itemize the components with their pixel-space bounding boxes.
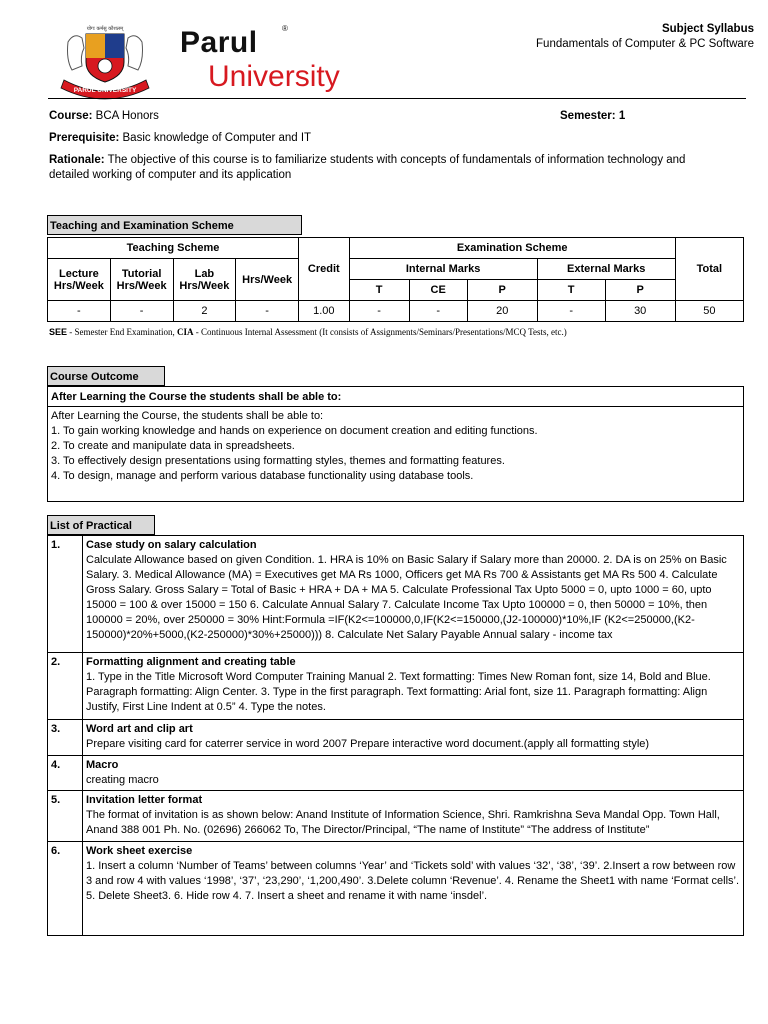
hrs-header: Hrs/Week	[236, 259, 299, 301]
outcome-line: 3. To effectively design presentations using formatting styles, themes and formatting features.	[51, 455, 505, 467]
course-label: Course:	[49, 110, 93, 122]
prerequisite-value: Basic knowledge of Computer and IT	[122, 132, 312, 144]
total-header: Total	[675, 238, 743, 301]
practical-row	[48, 536, 744, 653]
subject-name: Fundamentals of Computer & PC Software	[536, 38, 754, 50]
lab-header: Lab Hrs/Week	[173, 259, 236, 301]
lecture-header: Lecture Hrs/Week	[48, 259, 111, 301]
exam-scheme-header: Examination Scheme	[349, 238, 675, 259]
tutorial-header: Tutorial Hrs/Week	[110, 259, 173, 301]
practical-title-text: Case study on salary calculation	[86, 539, 257, 551]
practical-num: 6.	[48, 842, 83, 936]
header-divider	[48, 98, 746, 99]
crest-motto: योगः कर्मसु कौशलम्	[86, 26, 124, 32]
external-t-value: -	[537, 301, 605, 322]
external-marks-header: External Marks	[537, 259, 675, 280]
practical-table	[47, 535, 744, 936]
prerequisite-label: Prerequisite:	[49, 132, 120, 144]
practical-body: 1. Type in the Title Microsoft Word Computer Training Manual 2. Text formatting: Times New Roman font, size 14, Bold and Blue. Paragraph formatting: Align Center. 3. Type in the first paragraph. Text formatting: Arial font, size 11. Paragraph formatting: Align Justify, First Line Indent at 0.5” 4. Type the notes.	[86, 671, 711, 713]
practical-row	[48, 842, 744, 936]
internal-ce-header: CE	[409, 280, 467, 301]
practical-title: List of Practical	[47, 515, 155, 535]
outcome-heading: After Learning the Course the students shall be able to:	[47, 386, 744, 407]
doc-type: Subject Syllabus	[661, 23, 754, 35]
external-p-header: P	[605, 280, 675, 301]
external-t-header: T	[537, 280, 605, 301]
rationale-label: Rationale:	[49, 154, 105, 166]
total-value: 50	[675, 301, 743, 322]
practical-title-text: Macro	[86, 759, 119, 771]
cia-text: - Continuous Internal Assessment (It consists of Assignments/Seminars/Presentations/MCQ Tests, etc.)	[193, 327, 567, 337]
tutorial-value: -	[110, 301, 173, 322]
practical-row	[48, 720, 744, 756]
internal-t-value: -	[349, 301, 409, 322]
external-p-value: 30	[605, 301, 675, 322]
cia-abbr: CIA	[177, 327, 194, 337]
hrs-value: -	[236, 301, 299, 322]
practical-row	[48, 791, 744, 842]
scheme-note	[49, 327, 567, 337]
internal-t-header: T	[349, 280, 409, 301]
practical-num: 1.	[48, 536, 83, 653]
outcome-line: 2. To create and manipulate data in spreadsheets.	[51, 440, 295, 452]
practical-num: 4.	[48, 756, 83, 791]
university-logo	[60, 22, 370, 100]
practical-body: The format of invitation is as shown below: Anand Institute of Information Science, Shri. Ramkrishna Seva Mandal Opp. Town Hall, Anand 388 001 Ph. No. (02696) 266062 To, The Director/Principal, “The name of Institute” “The address of Institute”	[86, 809, 720, 836]
teaching-scheme-header: Teaching Scheme	[48, 238, 299, 259]
outcome-line: After Learning the Course, the students shall be able to:	[51, 410, 324, 422]
rationale-line	[49, 153, 719, 183]
practical-body: Prepare visiting card for caterrer service in word 2007 Prepare interactive word document.(apply all formatting style)	[86, 738, 650, 750]
practical-title-text: Invitation letter format	[86, 794, 203, 806]
registered-mark: ®	[282, 24, 288, 33]
outcome-title: Course Outcome	[47, 366, 165, 386]
practical-title-text: Formatting alignment and creating table	[86, 656, 296, 668]
rationale-value: The objective of this course is to familiarize students with concepts of fundamentals of information technology and detailed working of computer and its application	[49, 154, 686, 181]
see-text: - Semester End Examination,	[67, 327, 177, 337]
crest-ribbon-text: PARUL UNIVERSITY	[73, 87, 137, 94]
semester-value: 1	[618, 110, 626, 122]
scheme-table	[47, 237, 744, 322]
lab-value: 2	[173, 301, 236, 322]
internal-marks-header: Internal Marks	[349, 259, 537, 280]
internal-ce-value: -	[409, 301, 467, 322]
practical-title-text: Work sheet exercise	[86, 845, 193, 857]
lecture-value: -	[48, 301, 111, 322]
brand-name: Parul	[180, 26, 258, 59]
prerequisite-line	[49, 131, 311, 146]
outcome-list	[47, 406, 744, 502]
internal-p-value: 20	[467, 301, 537, 322]
practical-title-text: Word art and clip art	[86, 723, 193, 735]
see-abbr: SEE	[49, 327, 68, 337]
practical-body: 1. Insert a column ‘Number of Teams’ between columns ‘Year’ and ‘Tickets sold’ with values ‘32’, ‘38’, ‘39’. 2.Insert a row between row 3 and row 4 with values ‘1998’, ‘37’, ‘23,290’, ‘1,200,490’. 3.Delete column ‘Revenue’. 4. Rename the Sheet1 with name ‘Format cells’. 5. Delete Sheet3. 6. Hide row 4. 7. Insert a sheet and rename it with name ‘insdel’.	[86, 860, 740, 902]
practical-body: Calculate Allowance based on given Condition. 1. HRA is 10% on Basic Salary if Salary more than 20000. 2. DA is on 25% on Basic Salary. 3. Medical Allowance (MA) = Executives get MA Rs 1000, Officers get MA Rs 700 & Assistants get MA Rs 500 4. Calculate Gross Salary. Gross Salary = Total of Basic + HRA + DA + MA 5. Calculate Professional Tax Upto 5000 = 0, upto 1000 = 60, upto 15000 = 100 & over 15000 = 150 6. Calculate Annual Salary 7. Calculate Income Tax Upto 100000 = 0, then 50000 = 10%, then 100000 = 20%, over 250000 = 30% Hint:Formula =IF(K2<=100000,0,IF(K2<=150000,(J2-100000)*10%,IF (K2<=250000,(K2-150000)*20%+5000,(K2-250000)*30%+25000))) 8. Calculate Net Salary Payable Annual salary - income tax	[86, 554, 727, 641]
practical-row	[48, 653, 744, 720]
brand-university: University	[208, 60, 340, 93]
semester-label: Semester:	[560, 110, 616, 122]
credit-value: 1.00	[299, 301, 350, 322]
course-value: BCA Honors	[95, 110, 159, 122]
outcome-line: 1. To gain working knowledge and hands on experience on document creation and editing functions.	[51, 425, 538, 437]
practical-num: 3.	[48, 720, 83, 756]
practical-row	[48, 756, 744, 791]
practical-num: 2.	[48, 653, 83, 720]
internal-p-header: P	[467, 280, 537, 301]
outcome-line: 4. To design, manage and perform various database functionality using database tools.	[51, 470, 474, 482]
course-line	[49, 109, 159, 124]
credit-header: Credit	[299, 238, 350, 301]
header-info	[536, 22, 754, 52]
practical-num: 5.	[48, 791, 83, 842]
scheme-title: Teaching and Examination Scheme	[47, 215, 302, 235]
practical-body: creating macro	[86, 774, 159, 786]
semester-line	[560, 109, 625, 124]
